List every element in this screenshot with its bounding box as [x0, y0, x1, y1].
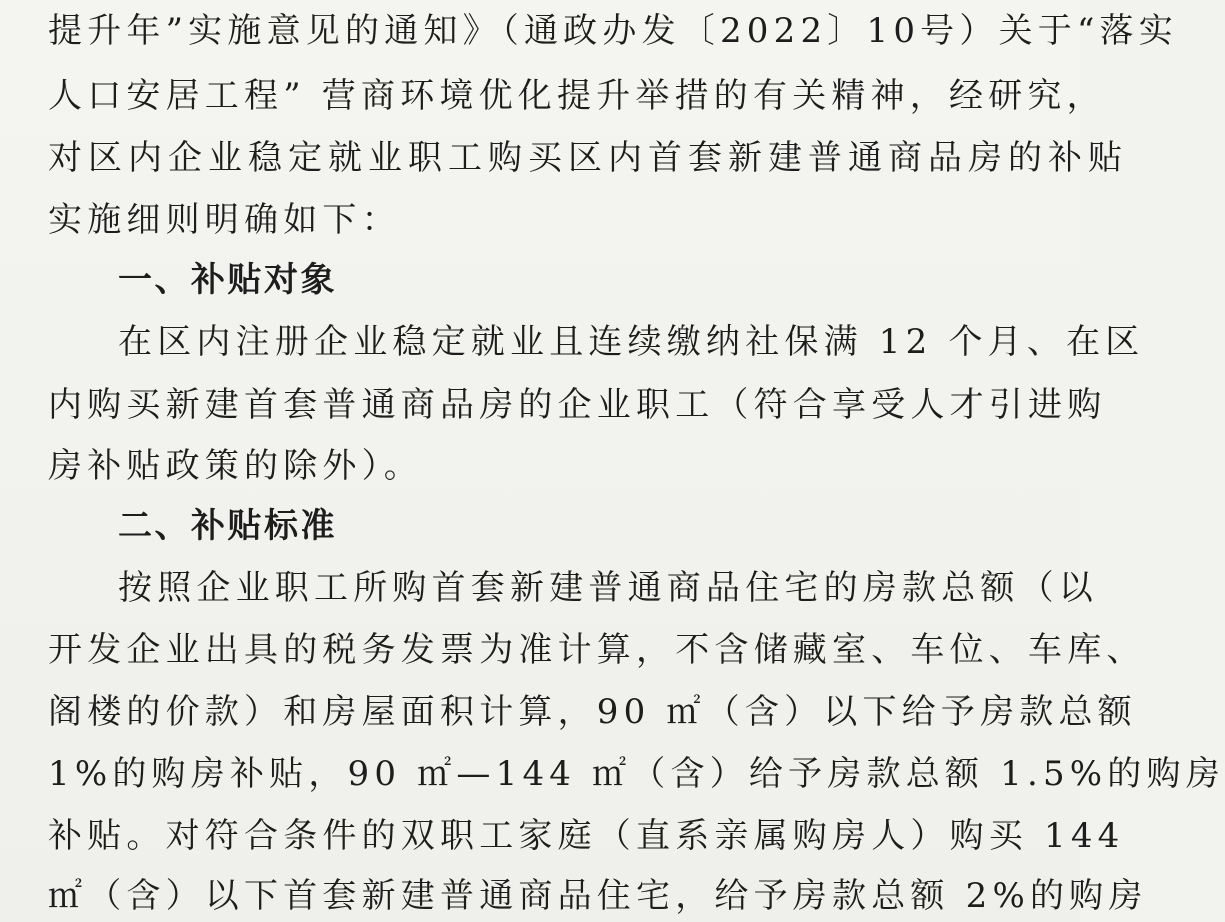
- body-text-line: 提升年”实施意见的通知》（通政办发〔2022〕10号）关于“落实: [48, 11, 1178, 51]
- body-text-line: 开发企业出具的税务发票为准计算，不含储藏室、车位、车库、: [48, 630, 1146, 670]
- body-text-line: 在区内注册企业稳定就业且连续缴纳社保满 12 个月、在区: [118, 322, 1145, 362]
- body-text-line: 人口安居工程” 营商环境优化提升举措的有关精神，经研究，: [48, 76, 1106, 116]
- body-text-line: 房补贴政策的除外）。: [48, 446, 423, 486]
- body-text-line: 内购买新建首套普通商品房的企业职工（符合享受人才引进购: [48, 385, 1107, 425]
- body-text-line: 对区内企业稳定就业职工购买区内首套新建普通商品房的补贴: [48, 138, 1128, 178]
- body-text-line: 1%的购房补贴，90 ㎡—144 ㎡（含）给予房款总额 1.5%的购房: [48, 754, 1225, 794]
- body-text-line: 按照企业职工所购首套新建普通商品住宅的房款总额（以: [118, 568, 1098, 608]
- body-text-line: 实施细则明确如下：: [48, 200, 401, 240]
- section-heading-2: 二、补贴标准: [118, 506, 337, 546]
- section-heading-1: 一、补贴对象: [118, 260, 337, 300]
- body-text-line: 补贴。对符合条件的双职工家庭（直系亲属购房人）购买 144: [48, 816, 1125, 856]
- body-text-line: ㎡（含）以下首套新建普通商品住宅，给予房款总额 2%的购房: [48, 876, 1148, 916]
- body-text-line: 阁楼的价款）和房屋面积计算，90 ㎡（含）以下给予房款总额: [48, 692, 1137, 732]
